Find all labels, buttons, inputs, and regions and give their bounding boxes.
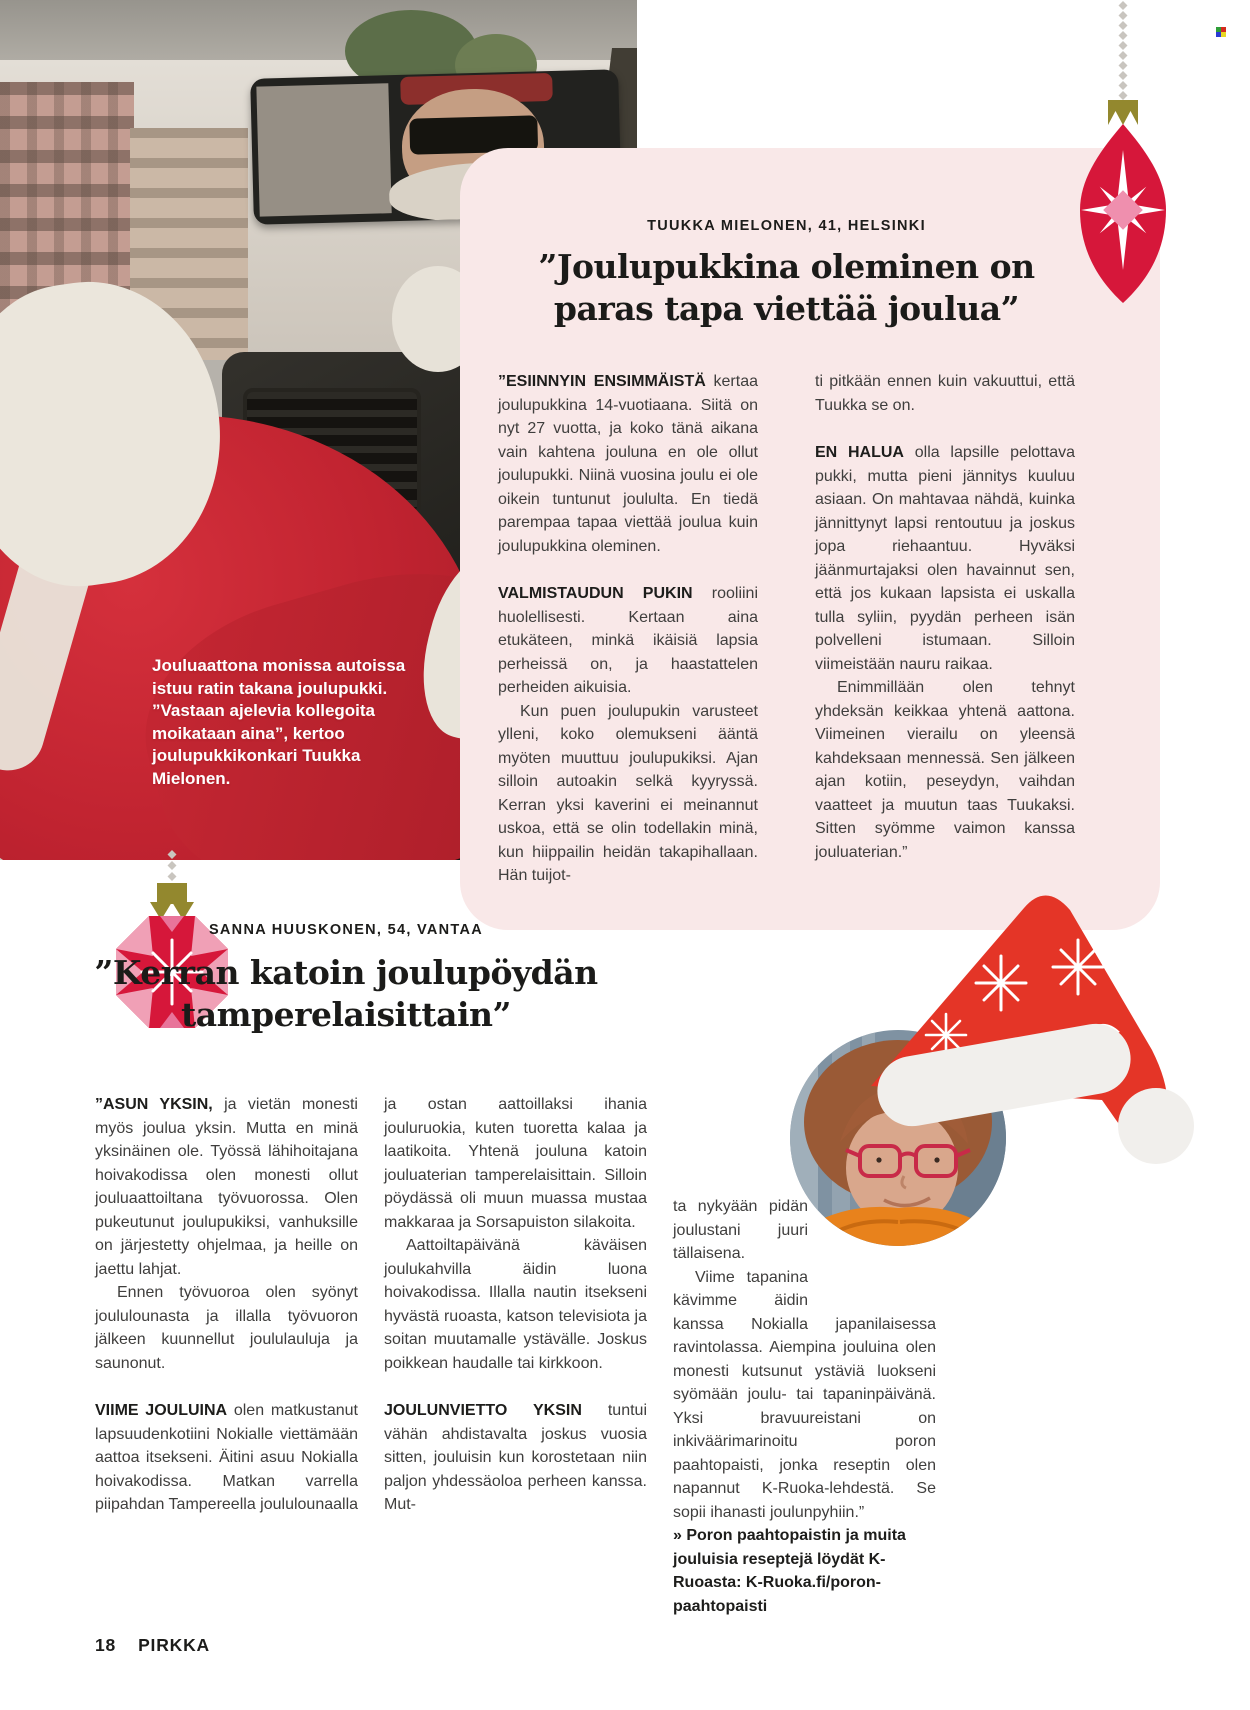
portrait-text-wrap-spacer [808,1195,936,1293]
hat-pompom [1118,1088,1194,1164]
paragraph: ta nykyään pidän joulustani juuri tällaisena. [673,1198,808,1262]
paragraph: Ennen työvuoroa olen syönyt joululounasta ja illalla työvuoron jälkeen kuunnellut joululauluja ja saunonut. [95,1284,358,1372]
article1-headline: ”Joulupukkina oleminen on paras tapa viettää joulua” [538,247,1035,328]
article2-column-3 [673,1093,936,1618]
ornament-chain-icon [1119,1,1128,100]
article2-body [95,1093,936,1618]
magazine-name: PIRKKA [138,1635,210,1655]
recipe-cta: » Poron paahtopaistin ja muita jouluisia reseptejä löydät K-Ruoasta: K-Ruoka.fi/poron-paahtopaisti [673,1527,906,1615]
article2-column-1 [95,1093,358,1618]
article1-column-2 [815,370,1075,888]
color-registration-mark-icon [1216,27,1226,37]
mirror-window-reflection [256,83,391,216]
article2-headline: ”Kerran katoin joulupöydän tamperelaisittain” [94,953,598,1034]
article2-column-2 [384,1093,647,1618]
bauble-cap [157,883,187,904]
article1-column-1 [498,370,758,888]
article1-panel [460,148,1160,930]
photo-caption: Jouluaattona monissa autoissa istuu ratin takana joulupukki. ”Vastaan ajelevia kollegoita moikataan aina”, kertoo joulupukkikonkari Tuukka Mielonen. [152,656,406,788]
paragraph: VIIME JOULUINA olen matkustanut lapsuudenkotiini Nokialle viettämään aattoa itsekseni. Äitini asuu Nokialla hoivakodissa. Matkan varrella piipahdan Tampereella joululounaalla [95,1402,359,1513]
paragraph: ja ostan aattoillaksi ihania jouluruokia, kuten tuoretta kalaa ja laatikoita. Yhtenä jouluna katoin jouluaterian tamperelaisittain. Silloin pöydässä oli muun muassa mustaa makkaraa ja Sorsapuiston silakoita. [384,1096,647,1231]
page-footer [95,1635,210,1656]
page-number: 18 [95,1635,117,1655]
paragraph: ”ESIINNYIN ENSIMMÄISTÄ kertaa joulupukkina 14-vuotiaana. Siitä on nyt 27 vuotta, ja koko tänä aikana vain kahtena jouluna en ole ollut joulupukki. Niinä vuosina joulu ei ole oikein tuntunut joululta. En tiedä parempaa tapaa viettää joulua kuin joulupukkina oleminen. [498,373,758,555]
article2-kicker: SANNA HUUSKONEN, 54, VANTAA [208,922,484,938]
paragraph: Enimmillään olen tehnyt yhdeksän keikkaa yhtenä aattona. Viimeinen vierailu on yleensä kahdeksaan mennessä. Sen jälkeen ajan kotiin, peseydyn, vaihdan vaatteet ja muutun taas Tuukaksi. Sitten syömme vaimon kanssa jouluaterian.” [815,679,1075,861]
paragraph: JOULUNVIETTO YKSIN tuntui vähän ahdistavalta joskus vuosia sitten, jouluisin kun korostetaan niin paljon yhdessäoloa perheen kanssa. Mut- [384,1402,647,1513]
paragraph: Kun puen joulupukin varusteet ylleni, koko olemukseni ääntä myöten muuttuu joulupukiksi. Ajan silloin autoakin selkä kyyryssä. Kerran yksi kaverini ei meinannut uskoa, että se olin todellakin minä, kun hiippailin heidän takapihallaan. Hän tuijot- [498,702,758,884]
paragraph: VALMISTAUDUN PUKIN rooliini huolellisesti. Kertaan aina etukäteen, minkä ikäisiä lapsia perheissä on, ja haastattelen perheiden aikuisia. [498,585,758,696]
paragraph: ”ASUN YKSIN, ja vietän monesti myös joulua yksin. Mutta en minä yksinäinen ole. Työssä lähihoitajana hoivakodissa olen monesti ollut jouluaattoiltana työvuorossa. Olen pukeutunut joulupukiksi, vanhuksille on järjestetty ohjelmaa, ja heille on jaettu lahjat. [95,1096,358,1278]
paragraph: Aattoiltapäivänä käväisen joulukahvilla äidin luona hoivakodissa. Illalla nautin itsekseni hyvästä ruoasta, katson televisiota ja soitan muutamalle ystävälle. Joskus poikkean haudalle tai kirkkoon. [384,1237,647,1372]
hanging-ornament-icon [1060,0,1186,308]
ornament-chain-icon [168,850,177,881]
paragraph: ti pitkään ennen kuin vakuuttui, että Tuukka se on. [815,373,1075,414]
article1-kicker: TUUKKA MIELONEN, 41, HELSINKI [647,218,926,234]
paragraph: Viime tapanina kävimme äidin kanssa Nokialla japanilaisessa ravintolassa. Aiempina jouluina olen monesti kutsunut ystäviä luokseni syömään joulu- tai tapaninpäivänä. Yksi bravuureistani on inkiväärimarinoitu poron paahtopaisti, jonka reseptin olen napannut K-Ruoka-lehdestä. Se sopii ihanasti joulunpyhiin.” [673,1268,936,1521]
article2-header [66,922,626,1036]
paragraph: EN HALUA olla lapsille pelottava pukki, mutta pieni jännitys kuuluu asiaan. On mahtavaa nähdä, kuinka jännittynyt lapsi rentoutuu ja joskus jopa riehaantuu. Hyväksi jäänmurtajaksi olen havainnut sen, että jos kukaan lapsista ei uskalla tulla syliin, pyydän perheen isän polvelleni istumaan. Silloin viimeistään nauru raikaa. [815,444,1076,673]
article1-body [498,370,1075,888]
